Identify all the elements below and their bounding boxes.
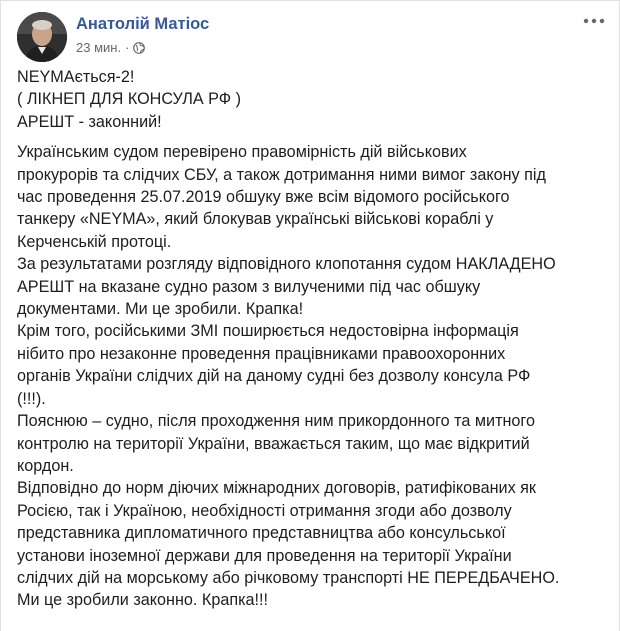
text-line: установи іноземної держави для проведення на території України (17, 546, 512, 565)
globe-icon (133, 42, 145, 54)
intro-line: NEYMAється-2! (17, 68, 135, 86)
text-line: Росією, так і Україною, необхідності отримання згоди або дозволу (17, 501, 512, 520)
text-line: танкеру «NEYMA», який блокував українські військові кораблі у (17, 210, 494, 229)
text-line: Відповідно до норм діючих міжнародних договорів, ратифікованих як (17, 479, 537, 498)
post-body (17, 66, 613, 620)
text-line: За результатами розгляду відповідного клопотання судом НАКЛАДЕНО (17, 255, 556, 274)
text-line: Пояснюю – судно, після проходження ним прикордонного та митного (17, 412, 535, 431)
text-line: Ми це зробили законно. Крапка!!! (17, 591, 269, 610)
post-meta (76, 40, 145, 55)
text-line: (!!!). (17, 389, 46, 408)
text-line: час проведення 25.07.2019 обшуку вже всім відомого російського (17, 188, 510, 207)
text-line: Керченській протоці. (17, 232, 172, 251)
intro-line: АРЕШТ - законний! (17, 112, 162, 131)
text-line: Крім того, російськими ЗМІ поширюється недостовірна інформація (17, 322, 519, 341)
text-line: слідчих дій на морському або річковому транспорті НЕ ПЕРЕДБАЧЕНО. (17, 568, 560, 587)
meta-separator: · (125, 40, 130, 55)
post-timestamp[interactable]: 23 мин. (76, 40, 122, 55)
text-line: органів України слідчих дій на даному судні без дозволу консула РФ (17, 367, 531, 386)
author-name[interactable]: Анатолій Матіос (76, 15, 210, 33)
text-line: представника дипломатичного представництва або консульської (17, 524, 506, 543)
text-line: прокурорів та слідчих СБУ, а також дотримання ними вимог закону під (17, 165, 546, 184)
text-line: нібито про незаконне проведення працівниками правоохоронних (17, 344, 506, 363)
intro-line: ( ЛІКНЕП ДЛЯ КОНСУЛА РФ ) (17, 90, 241, 109)
post-header (17, 12, 605, 64)
text-line: контролю на території України, вважається таким, що має відкритий (17, 434, 530, 453)
post-main-text (17, 141, 613, 612)
avatar[interactable] (17, 12, 67, 62)
avatar-image (17, 12, 67, 62)
text-line: АРЕШТ на вказане судно разом з вилученими під час обшуку (17, 277, 481, 296)
more-options-icon[interactable] (583, 16, 605, 26)
text-line: Українським судом перевірено правомірність дій військових (17, 143, 467, 162)
post-intro (17, 66, 613, 133)
text-line: кордон. (17, 456, 74, 475)
text-line: документами. Ми це зробили. Крапка! (17, 300, 304, 319)
